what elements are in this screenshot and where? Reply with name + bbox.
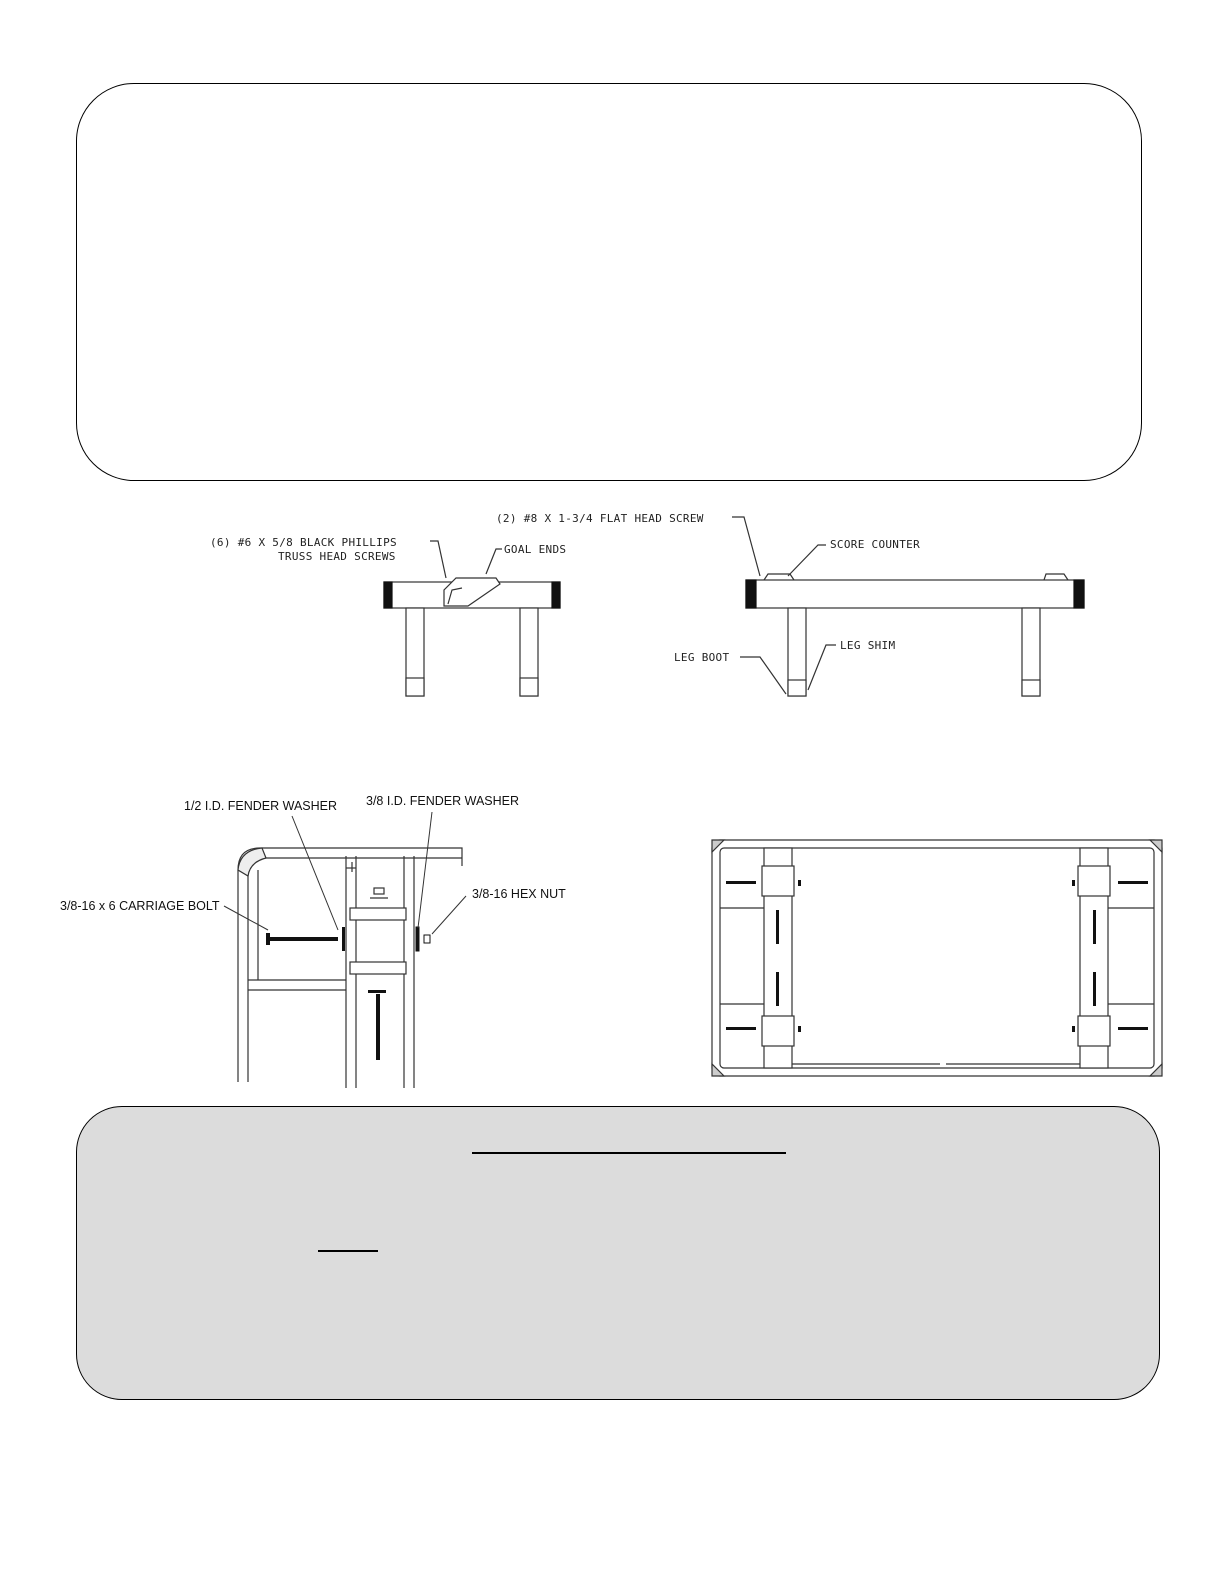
emphasis-underline xyxy=(318,1250,378,1252)
carriage-bolt xyxy=(266,927,345,951)
frame-plan-view xyxy=(712,840,1162,1076)
heading-underline xyxy=(472,1152,786,1154)
leg-shim-label: LEG SHIM xyxy=(840,639,896,652)
goal-ends-label: GOAL ENDS xyxy=(504,543,567,556)
flat-head-screw-label: (2) #8 X 1-3/4 FLAT HEAD SCREW xyxy=(496,512,704,525)
vertical-screw xyxy=(368,990,386,1060)
goal-end-side-view xyxy=(384,541,560,696)
half-inch-washer-label: 1/2 I.D. FENDER WASHER xyxy=(184,799,338,813)
three-eighth-washer-label: 3/8 I.D. FENDER WASHER xyxy=(366,794,520,808)
leg-detail-leaders xyxy=(224,812,466,934)
score-counter-label: SCORE COUNTER xyxy=(830,538,920,551)
truss-screws-label-2: TRUSS HEAD SCREWS xyxy=(278,550,396,563)
bottom-note-panel xyxy=(76,1106,1160,1400)
carriage-bolt-label: 3/8-16 x 6 CARRIAGE BOLT xyxy=(60,899,220,913)
hex-nut xyxy=(416,927,430,951)
truss-screws-label-1: (6) #6 X 5/8 BLACK PHILLIPS xyxy=(210,536,397,549)
hex-nut-label: 3/8-16 HEX NUT xyxy=(472,887,566,901)
leg-boot-label: LEG BOOT xyxy=(674,651,730,664)
leg-bolt-detail xyxy=(238,848,462,1088)
